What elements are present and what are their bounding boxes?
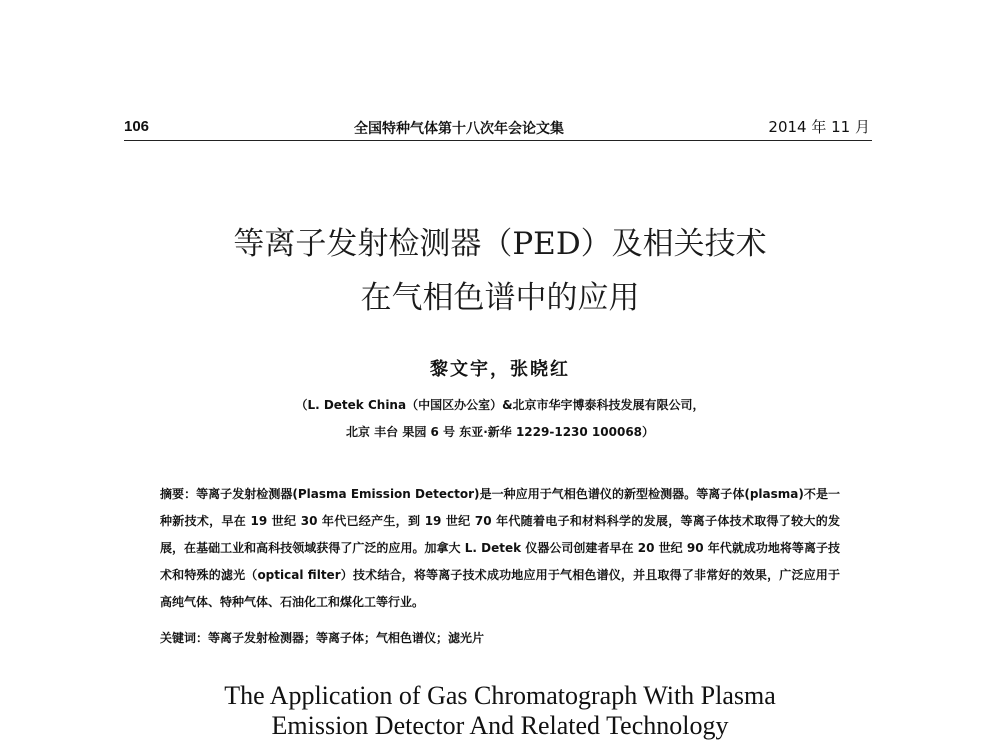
title-en-line1: The Application of Gas Chromatograph With Plasma — [224, 681, 776, 710]
keywords — [160, 629, 840, 646]
abstract-label: 摘要： — [160, 487, 197, 501]
authors: 黎文宇，张晓红 — [430, 359, 570, 380]
page-number: 106 — [124, 118, 150, 135]
keywords-label: 关键词： — [160, 631, 209, 645]
affiliation-line1: （L. Detek China（中国区办公室）&北京市华宇博泰科技发展有限公司， — [295, 398, 705, 412]
journal-title: 全国特种气体第十八次年会论文集 — [354, 121, 564, 137]
issue-date: 2014 年 11 月 — [768, 118, 870, 136]
keywords-text: 等离子发射检测器；等离子体；气相色谱仪；滤光片 — [208, 631, 485, 645]
title-zh-line2: 在气相色谱中的应用 — [360, 280, 640, 316]
affiliation-line2: 北京 丰台 果园 6 号 东亚·新华 1229-1230 100068） — [345, 425, 655, 439]
title-en-line2: Emission Detector And Related Technology — [271, 711, 729, 740]
title-zh-line1: 等离子发射检测器（PED）及相关技术 — [233, 226, 767, 262]
abstract-text: 等离子发射检测器(Plasma Emission Detector)是一种应用于气相色谱仪的新型检测器。等离子体(plasma)不是一种新技术，早在 19 世纪 30 年代已经产生，到 19 世纪 70 年代随着电子和材料科学的发展，等离子体技术取得了较大的发展，在基础工业和高科技领域获得了广泛的应用。加拿大 L. Detek 仪器公司创建者早在 20 世纪 90 年代就成功地将等离子技术和特殊的滤光（optical filter）技术结合，将等离子技术成功地应用于气相色谱仪，并且取得了非常好的效果，广泛应用于高纯气体、特种气体、石油化工和煤化工等行业。 — [160, 487, 840, 609]
abstract — [160, 481, 840, 616]
running-header — [124, 116, 872, 141]
